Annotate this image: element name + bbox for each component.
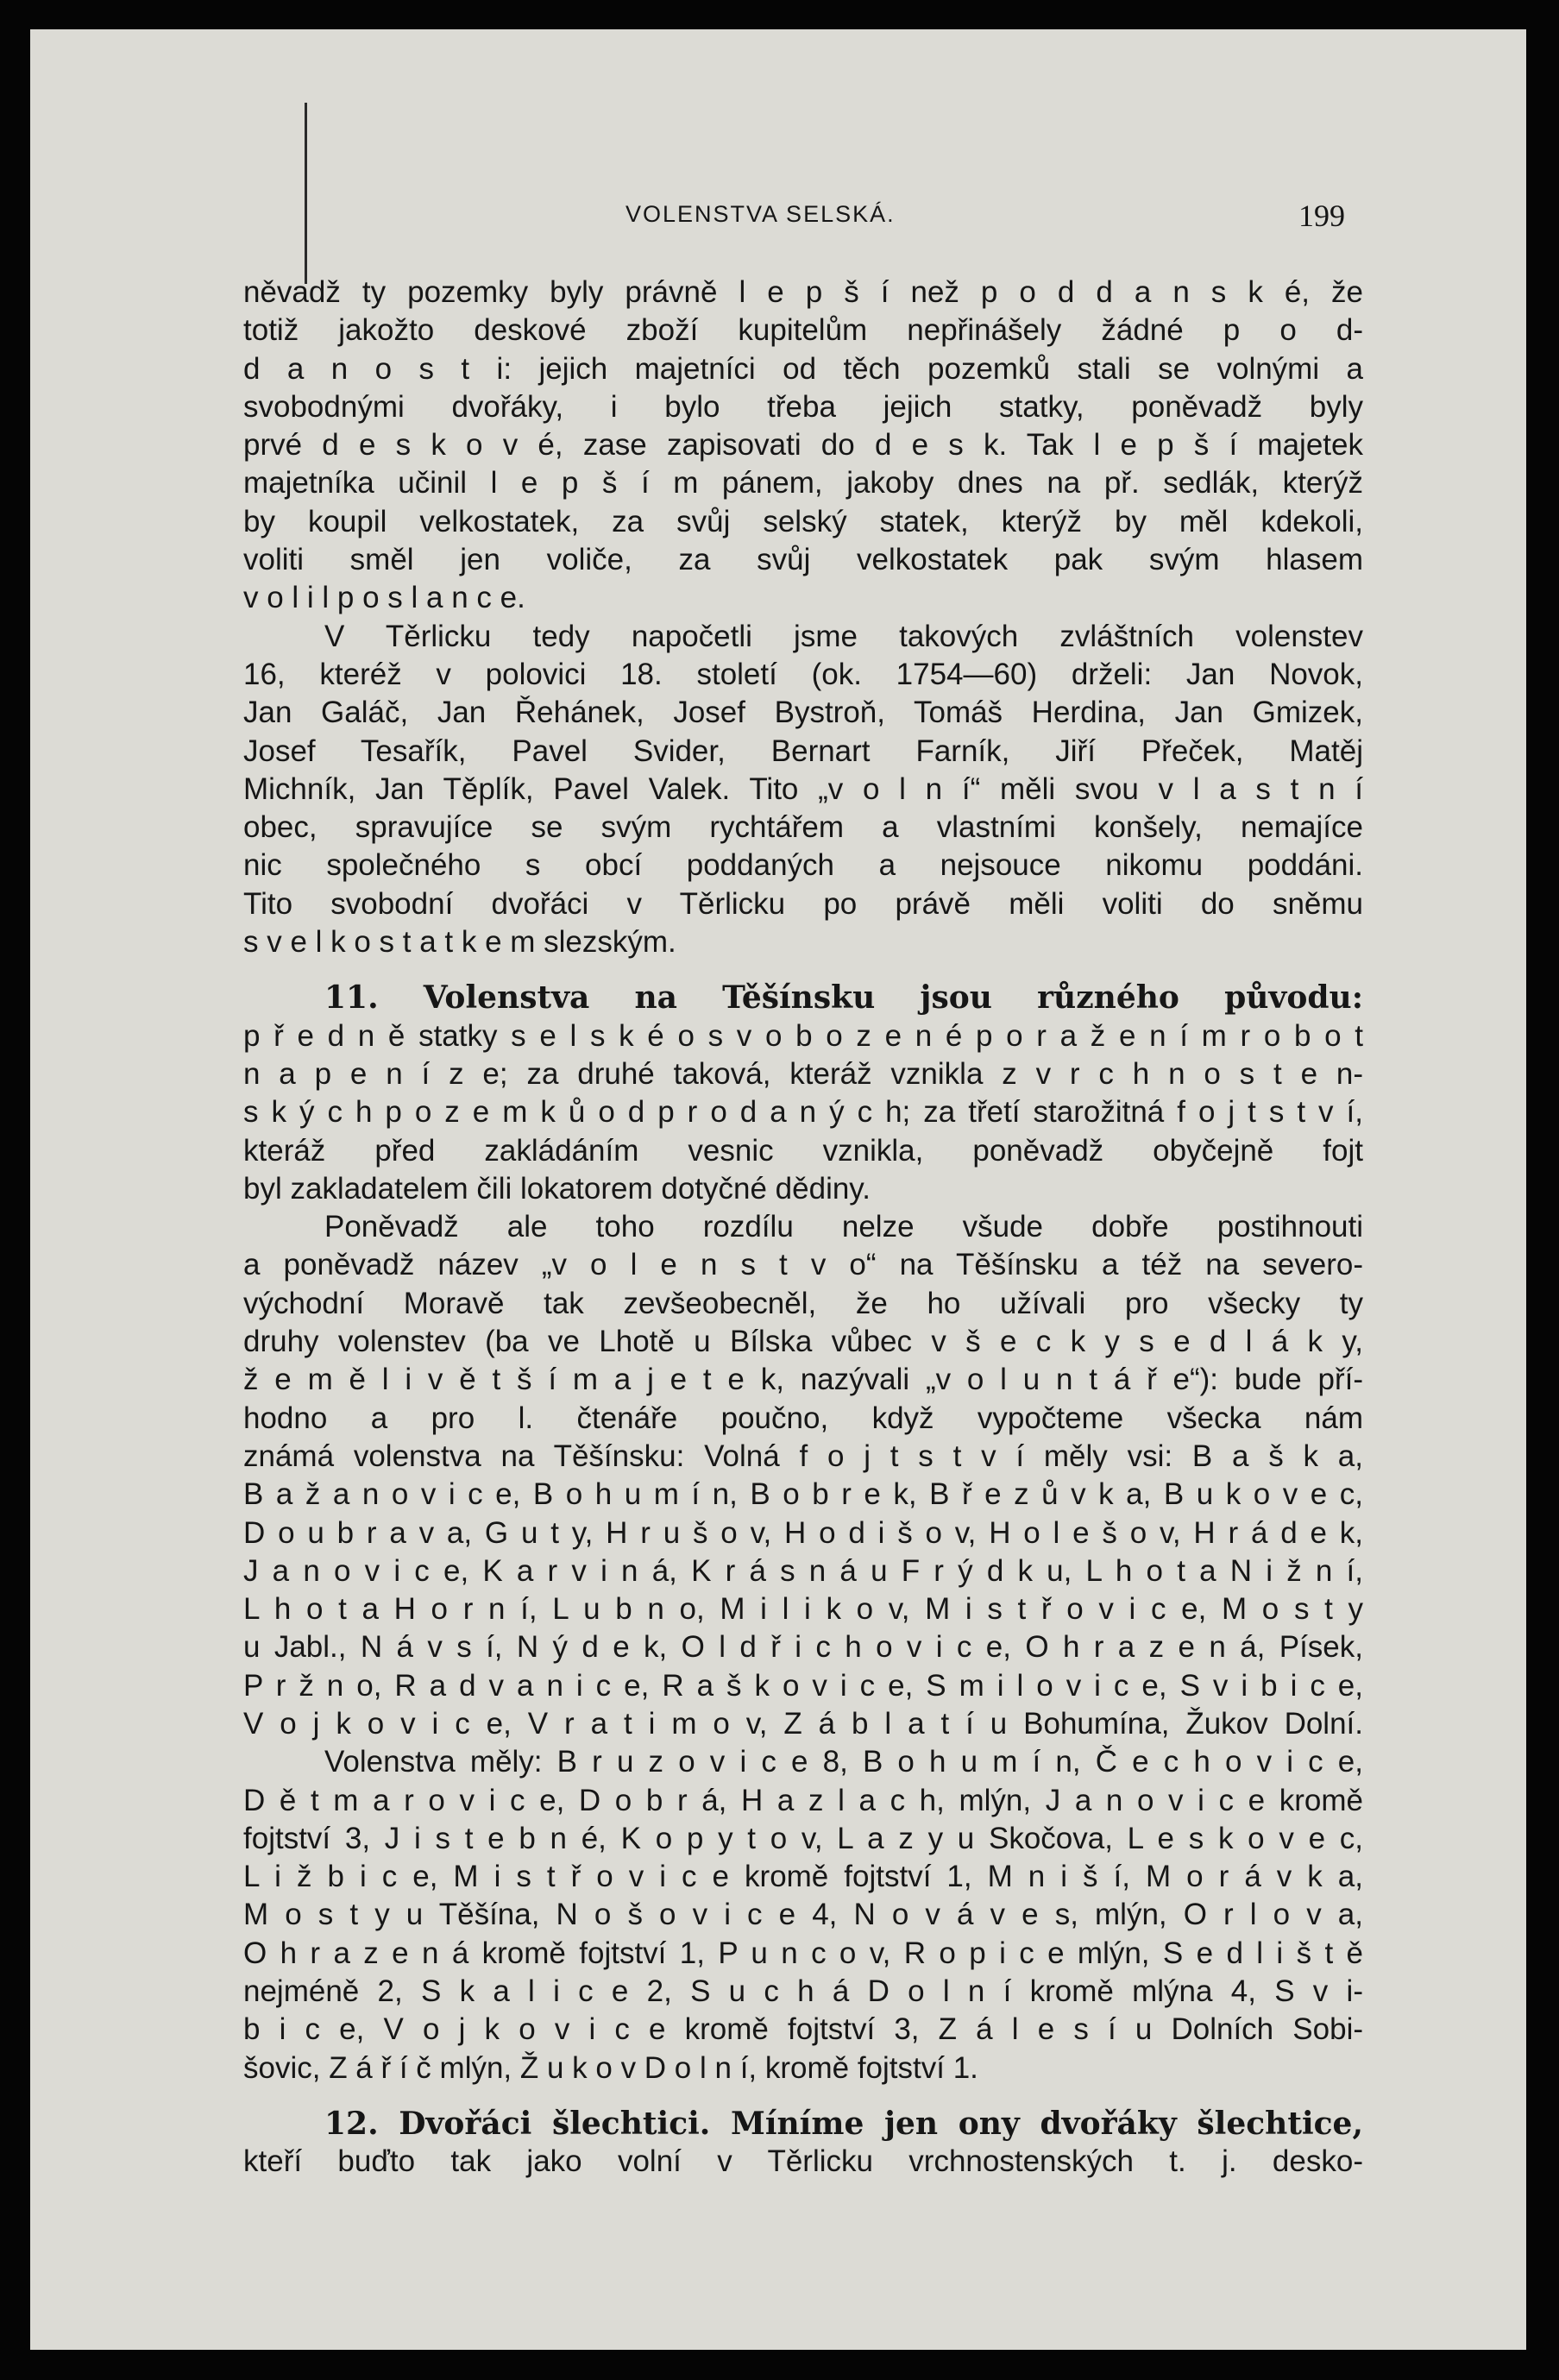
text-line: L i ž b i c e, M i s t ř o v i c e kromě fojtství 1, M n i š í, M o r á v k a, (243, 1860, 1363, 1894)
text-line: D o u b r a v a, G u t y, H r u š o v, H o d i š o v, H o l e š o v, H r á d e k, (243, 1515, 1363, 1550)
text-line: byl zakladatelem čili lokatorem dotyčné dědiny. (243, 1171, 871, 1206)
text-line: d a n o s t i: jejich majetníci od těch pozemků stali se volnými a (243, 351, 1363, 386)
text-line: nic společného s obcí poddaných a nejsouce nikomu poddáni. (243, 848, 1363, 883)
section-gap (243, 961, 1363, 979)
text-line: u Jabl., N á v s í, N ý d e k, O l d ř i c h o v i c e, O h r a z e n á, Písek, (243, 1630, 1363, 1665)
text-line: J a n o v i c e, K a r v i n á, K r á s n á u F r ý d k u, L h o t a N i ž n í, (243, 1553, 1363, 1588)
text-line: šovic, Z á ř í č mlýn, Ž u k o v D o l n í, kromě fojtství 1. (243, 2050, 978, 2085)
body-text (243, 274, 1363, 2182)
text-line: Volenstva měly: B r u z o v i c e 8, B o h u m í n, Č e c h o v i c e, (324, 1745, 1363, 1779)
section-gap (243, 2087, 1363, 2105)
text-line: L h o t a H o r n í, L u b n o, M i l i k o v, M i s t ř o v i c e, M o s t y (243, 1592, 1363, 1627)
paragraph (243, 274, 1363, 618)
text-line: známá volenstva na Těšínsku: Volná f o j t s t v í měly vsi: B a š k a, (243, 1439, 1363, 1473)
page-number: 199 (1298, 198, 1345, 233)
paragraph (243, 618, 1363, 962)
section-12 (243, 2105, 1363, 2182)
text-line: M o s t y u Těšína, N o š o v i c e 4, N o v á v e s, mlýn, O r l o v a, (243, 1898, 1363, 1932)
text-line: P r ž n o, R a d v a n i c e, R a š k o v i c e, S m i l o v i c e, S v i b i c e, (243, 1668, 1363, 1703)
text-line: nejméně 2, S k a l i c e 2, S u c h á D o l n í kromě mlýna 4, S v i- (243, 1974, 1363, 2009)
paragraph (243, 1208, 1363, 1743)
text-line: hodno a pro l. čtenáře poučno, když vypočteme všecka nám (243, 1401, 1363, 1435)
text-line: O h r a z e n á kromě fojtství 1, P u n c o v, R o p i c e mlýn, S e d l i š t ě (243, 1936, 1363, 1970)
section-heading-line: 12. Dvořáci šlechtici. Míníme jen ony dvořáky šlechtice, (324, 2105, 1363, 2142)
text-line: kteráž před zakládáním vesnic vznikla, poněvadž obyčejně fojt (243, 1133, 1363, 1168)
text-line: obec, spravujíce se svým rychtářem a vlastními konšely, nemajíce (243, 810, 1363, 845)
text-line: Michník, Jan Těplík, Pavel Valek. Tito „v o l n í“ měli svou v l a s t n í (243, 771, 1363, 806)
text-line: ž e m ě l i v ě t š í m a j e t e k, nazývali „v o l u n t á ř e“): bude pří- (243, 1363, 1363, 1397)
section-heading-line: 11. Volenstva na Těšínsku jsou různého původu: (324, 979, 1363, 1017)
text-line: V o j k o v i c e, V r a t i m o v, Z á b l a t í u Bohumína, Žukov Dolní. (243, 1706, 1363, 1741)
text-line: Poněvadž ale toho rozdílu nelze všude dobře postihnouti (324, 1210, 1363, 1244)
text-line: v o l i l p o s l a n c e. (243, 581, 525, 615)
text-line: voliti směl jen voliče, za svůj velkostatek pak svým hlasem (243, 543, 1363, 577)
text-line: východní Moravě tak zevšeobecněl, že ho užívali pro všecky ty (243, 1286, 1363, 1320)
text-line: p ř e d n ě statky s e l s k é o s v o b o z e n é p o r a ž e n í m r o b o t (243, 1018, 1363, 1053)
section-11 (243, 979, 1363, 1208)
text-line: 16, kteréž v polovici 18. století (ok. 1754—60) drželi: Jan Novok, (243, 657, 1363, 691)
text-line: Jan Galáč, Jan Řehánek, Josef Bystroň, Tomáš Herdina, Jan Gmizek, (243, 696, 1363, 730)
text-line: druhy volenstev (ba ve Lhotě u Bílska vůbec v š e c k y s e d l á k y, (243, 1325, 1363, 1359)
text-line: totiž jakožto deskové zboží kupitelům nepřinášely žádné p o d- (243, 313, 1363, 348)
text-line: majetníka učinil l e p š í m pánem, jakoby dnes na př. sedlák, kterýž (243, 466, 1363, 501)
text-line: by koupil velkostatek, za svůj selský statek, kterýž by měl kdekoli, (243, 504, 1363, 538)
text-line: fojtství 3, J i s t e b n é, K o p y t o v, L a z y u Skočova, L e s k o v e c, (243, 1821, 1363, 1855)
text-line: B a ž a n o v i c e, B o h u m í n, B o b r e k, B ř e z ů v k a, B u k o v e c, (243, 1477, 1363, 1512)
text-line: prvé d e s k o v é, zase zapisovati do d e s k. Tak l e p š í majetek (243, 428, 1363, 463)
text-line: Tito svobodní dvořáci v Těrlicku po právě měli voliti do sněmu (243, 886, 1363, 921)
book-page (30, 29, 1526, 2350)
paragraph (243, 1743, 1363, 2087)
text-line: kteří buďto tak jako volní v Těrlicku vrchnostenských t. j. desko- (243, 2144, 1363, 2179)
text-line: V Těrlicku tedy napočetli jsme takových zvláštních volenstev (324, 619, 1363, 653)
text-line: Josef Tesařík, Pavel Svider, Bernart Farník, Jiří Přeček, Matěj (243, 734, 1363, 768)
page-header (30, 189, 1526, 249)
text-line: s k ý c h p o z e m k ů o d p r o d a n ý c h; za třetí starožitná f o j t s t v í, (243, 1095, 1363, 1130)
text-line: b i c e, V o j k o v i c e kromě fojtství 3, Z á l e s í u Dolních Sobi- (243, 2012, 1363, 2047)
text-line: s v e l k o s t a t k e m slezským. (243, 925, 676, 960)
text-line: něvadž ty pozemky byly právně l e p š í než p o d d a n s k é, že (243, 275, 1363, 309)
running-title: VOLENSTVA SELSKÁ. (625, 201, 896, 227)
text-line: a poněvadž název „v o l e n s t v o“ na Těšínsku a též na severo- (243, 1248, 1363, 1282)
text-line: D ě t m a r o v i c e, D o b r á, H a z l a c h, mlýn, J a n o v i c e kromě (243, 1783, 1363, 1817)
text-line: svobodnými dvořáky, i bylo třeba jejich statky, poněvadž byly (243, 389, 1363, 424)
text-line: n a p e n í z e; za druhé taková, kteráž vznikla z v r c h n o s t e n- (243, 1056, 1363, 1091)
